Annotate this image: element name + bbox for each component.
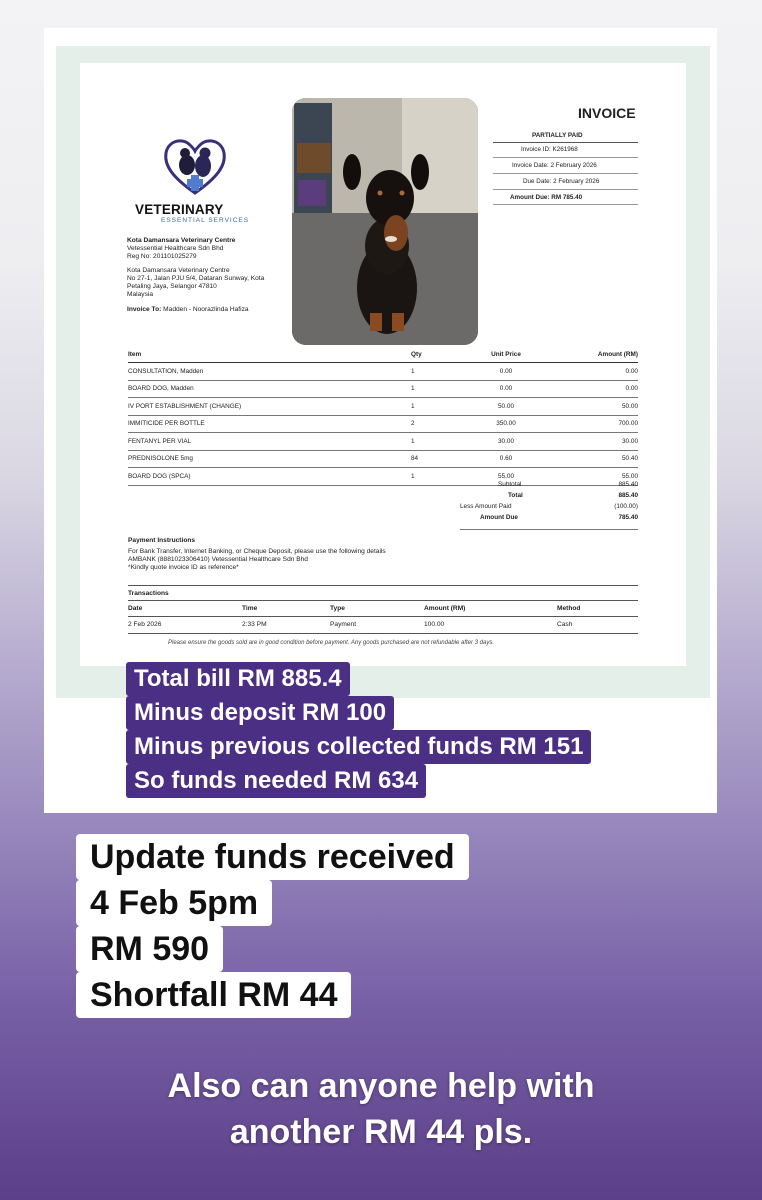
item-name: PREDNISOLONE 5mg (128, 450, 411, 468)
clinic-info (127, 237, 264, 314)
footer-note: Please ensure the goods sold are in good condition before payment. Any goods purchased are not refundable after 3 days. (168, 640, 494, 646)
caption-deposit: Minus deposit RM 100 (126, 696, 394, 730)
txn-date: 2 Feb 2026 (128, 621, 162, 628)
due-date-row (523, 178, 599, 185)
caption-total-bill: Total bill RM 885.4 (126, 662, 350, 696)
due-date-label: Due Date: (523, 178, 552, 185)
col-header-amount: Amount (RM) (541, 347, 638, 363)
items-header-row (128, 347, 638, 363)
payment-line: AMBANK (8881023306410) Vetessential Healthcare Sdn Bhd (128, 556, 308, 563)
amount-due: RM 785.40 (551, 194, 583, 201)
invoice-date-label: Invoice Date: (512, 162, 549, 169)
payment-line: For Bank Transfer, Internet Banking, or Cheque Deposit, please use the following details (128, 548, 386, 555)
transactions-heading: Transactions (128, 590, 169, 597)
subtotal-label: Subtotal (498, 481, 522, 488)
shortfall-amount: Shortfall RM 44 (76, 972, 351, 1018)
amount-due-total-value: 785.40 (618, 514, 638, 521)
update-date: 4 Feb 5pm (76, 880, 272, 926)
transactions-header-row (128, 605, 638, 615)
txn-header-date: Date (128, 605, 143, 612)
item-name: IMMITICIDE PER BOTTLE (128, 415, 411, 433)
amount-due-row (510, 194, 582, 201)
invoice-date-row (512, 162, 597, 169)
item-name: BOARD DOG (SPCA) (128, 468, 411, 486)
txn-header-amount: Amount (RM) (424, 605, 466, 612)
invoice-to: Madden - Noorazlinda Hafiza (163, 306, 249, 313)
subtotal-value: 885.40 (618, 481, 638, 488)
item-qty: 84 (411, 450, 471, 468)
table-row (128, 363, 638, 381)
item-unit-price: 50.00 (471, 398, 541, 416)
item-unit-price: 350.00 (471, 415, 541, 433)
payment-heading: Payment Instructions (128, 537, 196, 544)
table-row (128, 398, 638, 416)
txn-method: Cash (557, 621, 573, 628)
clinic-address-line: Kota Damansara Veterinary Centre (127, 267, 230, 274)
item-qty: 1 (411, 398, 471, 416)
amount-paid-label: Less Amount Paid (460, 503, 512, 510)
clinic-name: Kota Damansara Veterinary Centre (127, 237, 236, 244)
total-value: 885.40 (618, 492, 638, 499)
invoice-id-label: Invoice ID: (521, 146, 551, 153)
txn-header-time: Time (242, 605, 258, 612)
logo-subtitle: ESSENTIAL SERVICES (161, 217, 250, 224)
item-unit-price: 0.00 (471, 363, 541, 381)
appeal-line-1: Also can anyone help with (167, 1067, 595, 1105)
item-name: FENTANYL PER VIAL (128, 433, 411, 451)
caption-funds-needed: So funds needed RM 634 (126, 764, 426, 798)
item-amount: 50.40 (541, 450, 638, 468)
dog-photo (292, 98, 478, 345)
total-label: Total (508, 492, 523, 499)
invoice-id: K261968 (552, 146, 578, 153)
invoice-id-row (521, 146, 578, 153)
item-qty: 1 (411, 468, 471, 486)
item-amount: 50.00 (541, 398, 638, 416)
invoice-title: INVOICE (578, 105, 636, 121)
update-funds-heading: Update funds received (76, 834, 469, 880)
payment-instructions (128, 537, 386, 572)
txn-time: 2:33 PM (242, 621, 267, 628)
invoice-to-label: Invoice To: (127, 306, 162, 313)
item-qty: 1 (411, 380, 471, 398)
totals-block (460, 481, 638, 525)
logo-title: VETERINARY (135, 202, 224, 217)
amount-paid-value: (100.00) (614, 503, 638, 510)
invoice-date: 2 February 2026 (550, 162, 597, 169)
item-name: BOARD DOG, Madden (128, 380, 411, 398)
due-date: 2 February 2026 (553, 178, 600, 185)
clinic-company: Vetessential Healthcare Sdn Bhd (127, 245, 224, 252)
item-name: IV PORT ESTABLISHMENT (CHANGE) (128, 398, 411, 416)
col-header-qty: Qty (411, 347, 471, 363)
txn-header-method: Method (557, 605, 581, 612)
invoice-document (80, 63, 686, 666)
table-row (128, 415, 638, 433)
txn-amount: 100.00 (424, 621, 445, 628)
item-qty: 2 (411, 415, 471, 433)
item-unit-price: 30.00 (471, 433, 541, 451)
invoice-status: PARTIALLY PAID (532, 132, 583, 139)
col-header-unit-price: Unit Price (471, 347, 541, 363)
clinic-address-line: Petaling Jaya, Selangor 47810 (127, 283, 217, 290)
clinic-logo-icon (162, 135, 228, 197)
col-header-item: Item (128, 347, 411, 363)
table-row (128, 380, 638, 398)
clinic-address-line: Malaysia (127, 291, 154, 298)
appeal-line-2: another RM 44 pls. (229, 1113, 533, 1151)
item-amount: 30.00 (541, 433, 638, 451)
payment-line: *Kindly quote invoice ID as reference* (128, 564, 239, 571)
txn-header-type: Type (330, 605, 345, 612)
transaction-row (128, 621, 638, 631)
update-amount: RM 590 (76, 926, 223, 972)
item-amount: 700.00 (541, 415, 638, 433)
amount-due-label: Amount Due: (510, 194, 550, 201)
item-unit-price: 55.00 (471, 468, 541, 486)
clinic-reg: Reg No: 201101025279 (127, 253, 197, 260)
items-table (128, 347, 638, 486)
item-unit-price: 0.00 (471, 380, 541, 398)
table-row (128, 450, 638, 468)
amount-due-total-label: Amount Due (480, 514, 518, 521)
table-row (128, 433, 638, 451)
item-unit-price: 0.60 (471, 450, 541, 468)
item-qty: 1 (411, 363, 471, 381)
caption-previous-funds: Minus previous collected funds RM 151 (126, 730, 591, 764)
item-qty: 1 (411, 433, 471, 451)
item-amount: 0.00 (541, 363, 638, 381)
txn-type: Payment (330, 621, 357, 628)
clinic-address-line: No 27-1, Jalan PJU 5/4, Dataran Sunway, Kota (127, 275, 265, 282)
item-amount: 0.00 (541, 380, 638, 398)
item-amount: 55.00 (541, 468, 638, 486)
item-name: CONSULTATION, Madden (128, 363, 411, 381)
